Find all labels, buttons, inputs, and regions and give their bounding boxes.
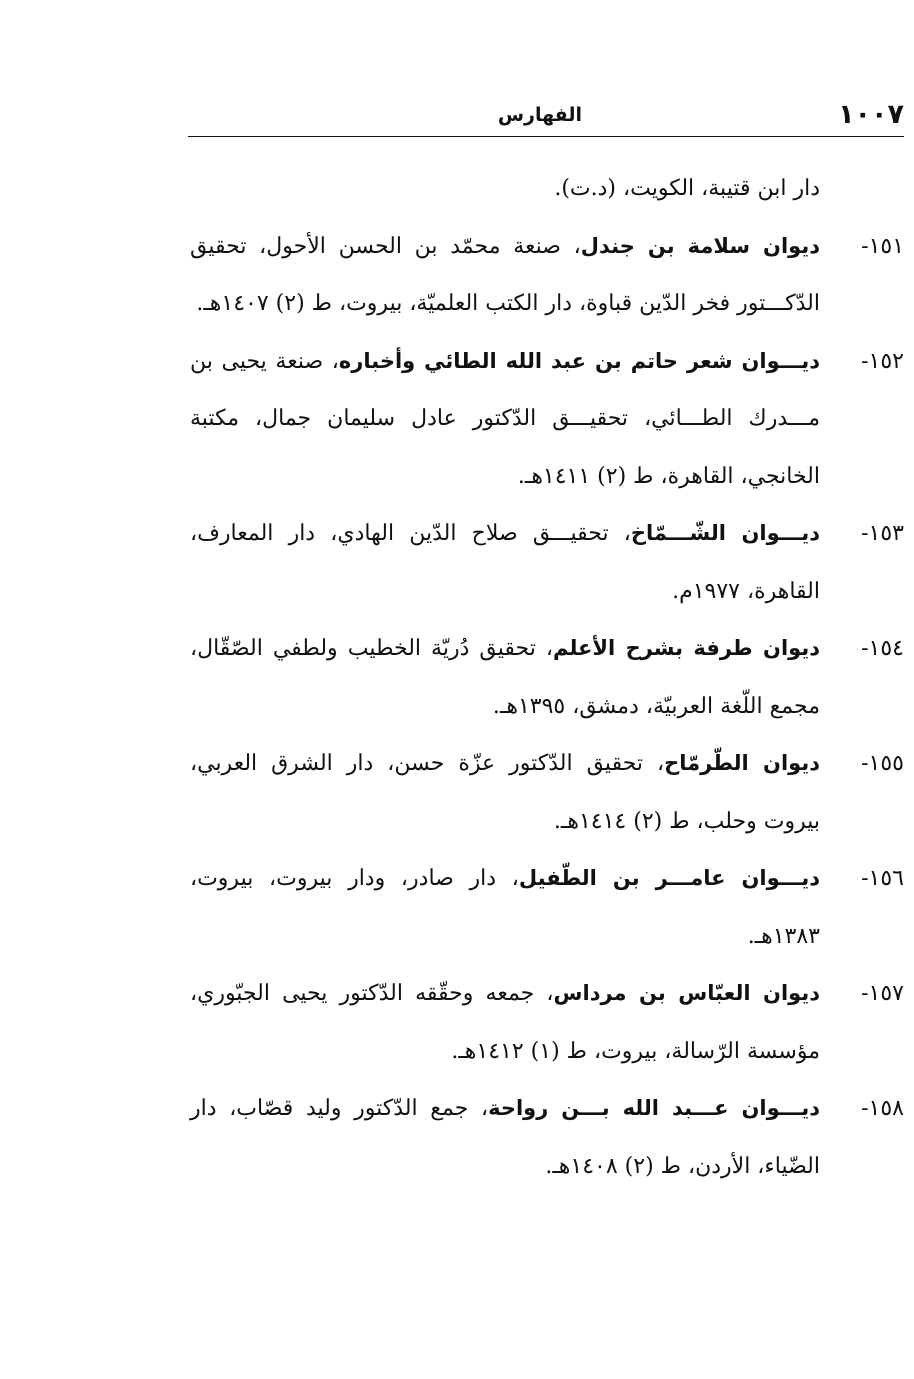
entry-title: ديـــوان الشّـــمّاخ	[630, 521, 820, 545]
bibliography-entry	[190, 965, 904, 1080]
entry-details: ، تحقيـــق صلاح الدّين الهادي، دار المعارف، القاهرة، ١٩٧٧م.	[190, 521, 820, 604]
entry-details: ، تحقيق الدّكتور عزّة حسن، دار الشرق العربي، بيروت وحلب، ط (٢) ١٤١٤هـ.	[190, 751, 820, 834]
header-title: الفهارس	[497, 104, 582, 126]
entry-details: ، تحقيق دُريّة الخطيب ولطفي الصّقّال، مجمع اللّغة العربيّة، دمشق، ١٣٩٥هـ.	[190, 636, 820, 719]
entry-details: ، جمعه وحقّقه الدّكتور يحيى الجبّوري، مؤسسة الرّسالة، بيروت، ط (١) ١٤١٢هـ.	[190, 981, 820, 1064]
entry-details: ، صنعة محمّد بن الحسن الأحول، تحقيق الدّكـــتور فخر الدّين قباوة، دار الكتب العلميّة، بيروت، ط (٢) ١٤٠٧هـ.	[190, 233, 820, 316]
continuation-line: دار ابن قتيبة، الكويت، (د.ت).	[554, 176, 820, 201]
bibliography-entry	[190, 505, 904, 620]
entry-title: ديوان الطّرمّاح	[664, 751, 820, 775]
entry-title: ديـــوان شعر حاتم بن عبد الله الطائي وأخباره	[338, 348, 820, 373]
header-rule	[188, 136, 904, 137]
entry-title: ديوان العبّاس بن مرداس	[553, 981, 820, 1005]
running-header	[188, 96, 904, 134]
entry-title: ديوان سلامة بن جندل	[580, 233, 821, 258]
bibliography-entry	[190, 850, 904, 965]
entry-number: ١٥٨-	[861, 1096, 904, 1121]
bibliography-list	[190, 160, 904, 1195]
entry-number: ١٥٧-	[861, 981, 904, 1006]
page-number: ١٠٠٧	[838, 99, 904, 130]
entry-details: ، جمع الدّكتور وليد قصّاب، دار الضّياء، الأردن، ط (٢) ١٤٠٨هـ.	[190, 1096, 820, 1179]
entry-number: ١٥٦-	[861, 866, 904, 891]
entry-title: ديـــوان عامـــر بن الطّفيل	[518, 866, 820, 890]
entry-number: ١٥٣-	[861, 521, 904, 546]
bibliography-entry	[190, 620, 904, 735]
entry-number: ١٥٢-	[861, 348, 904, 374]
bibliography-entry	[190, 333, 904, 506]
entry-details: ، دار صادر، ودار بيروت، بيروت، ١٣٨٣هـ.	[190, 866, 820, 949]
bibliography-entry	[190, 735, 904, 850]
entry-number: ١٥٤-	[861, 636, 904, 661]
entry-title: ديوان طرفة بشرح الأعلم	[553, 636, 820, 660]
entry-title: ديـــوان عـــبد الله بـــن رواحة	[488, 1096, 820, 1120]
bibliography-entry	[190, 218, 904, 333]
bibliography-entry	[190, 1080, 904, 1195]
entry-number: ١٥١-	[861, 233, 905, 259]
entry-details: ، صنعة يحيى بن مـــدرك الطـــائي، تحقيـــق الدّكتور عادل سليمان جمال، مكتبة الخانجي، القاهرة، ط (٢) ١٤١١هـ.	[190, 348, 820, 489]
entry-number: ١٥٥-	[861, 751, 904, 776]
